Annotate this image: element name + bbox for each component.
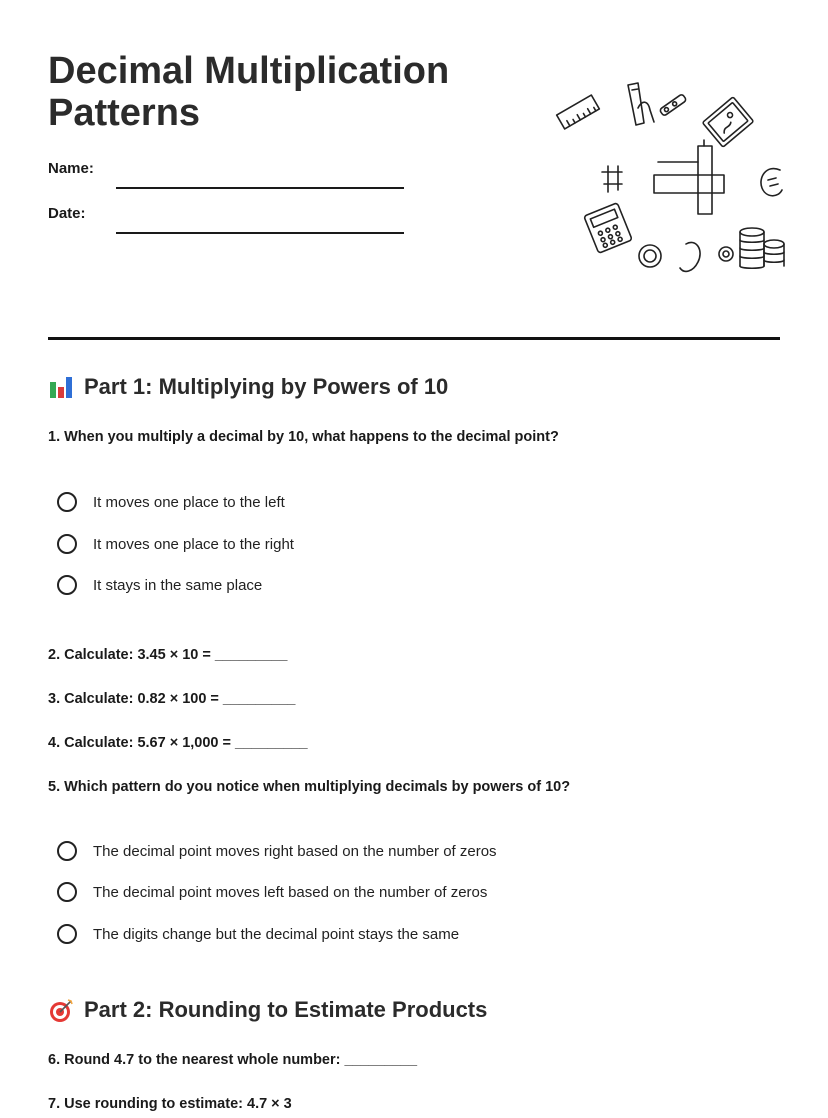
q1-option-3[interactable] [57, 575, 262, 595]
radio-button[interactable] [57, 575, 77, 595]
date-label: Date: [48, 205, 86, 222]
calculator-card-icon [702, 97, 753, 147]
date-field-row [48, 205, 404, 222]
radio-button[interactable] [57, 492, 77, 512]
math-tools-clipart [508, 60, 788, 290]
radio-button[interactable] [57, 534, 77, 554]
coin-icon [639, 245, 661, 267]
q5-option-3[interactable] [57, 924, 459, 944]
worksheet-title: Decimal Multiplication Patterns [48, 50, 450, 134]
option-label: It stays in the same place [93, 576, 263, 594]
pencil-icon [659, 94, 687, 117]
currency-icon [761, 169, 782, 196]
option-label: The decimal point moves left based on the number of zeros [93, 883, 488, 901]
part1-heading-text: Part 1: Multiplying by Powers of 10 [84, 374, 449, 399]
name-label: Name: [48, 160, 94, 177]
q1-option-1[interactable] [57, 492, 285, 512]
option-label: It moves one place to the left [93, 493, 285, 511]
option-label: The decimal point moves right based on the number of zeros [93, 842, 497, 860]
q5-option-1[interactable] [57, 841, 497, 861]
bar-chart-icon [48, 374, 74, 400]
question-7: 7. Use rounding to estimate: 4.7 × 3 [48, 1096, 292, 1112]
question-6: 6. Round 4.7 to the nearest whole number: _________ [48, 1052, 418, 1068]
part2-heading-text: Part 2: Rounding to Estimate Products [84, 997, 488, 1022]
hook-icon [680, 242, 700, 271]
ruler-icon [557, 95, 600, 129]
part2-heading [48, 997, 487, 1023]
option-label: The digits change but the decimal point stays the same [93, 925, 460, 943]
radio-button[interactable] [57, 924, 77, 944]
question-1: 1. When you multiply a decimal by 10, what happens to the decimal point? [48, 429, 559, 445]
name-field-row [48, 160, 404, 177]
target-icon [48, 997, 74, 1023]
plus-sign-icon [602, 166, 622, 192]
name-field[interactable] [116, 187, 404, 189]
toolbox-icon [628, 83, 654, 125]
calculator-icon [584, 203, 632, 254]
date-field[interactable] [116, 232, 404, 234]
section-divider [48, 337, 780, 340]
question-5: 5. Which pattern do you notice when multiplying decimals by powers of 10? [48, 779, 571, 795]
cross-structure-icon [654, 140, 724, 214]
q1-option-2[interactable] [57, 534, 294, 554]
worksheet-page [48, 0, 780, 1118]
q5-option-2[interactable] [57, 882, 487, 902]
question-4: 4. Calculate: 5.67 × 1,000 = _________ [48, 735, 308, 751]
question-2: 2. Calculate: 3.45 × 10 = _________ [48, 647, 288, 663]
coin-stack-icon [719, 228, 784, 268]
option-label: It moves one place to the right [93, 535, 294, 553]
part1-heading [48, 374, 448, 400]
radio-button[interactable] [57, 882, 77, 902]
question-3: 3. Calculate: 0.82 × 100 = _________ [48, 691, 296, 707]
radio-button[interactable] [57, 841, 77, 861]
